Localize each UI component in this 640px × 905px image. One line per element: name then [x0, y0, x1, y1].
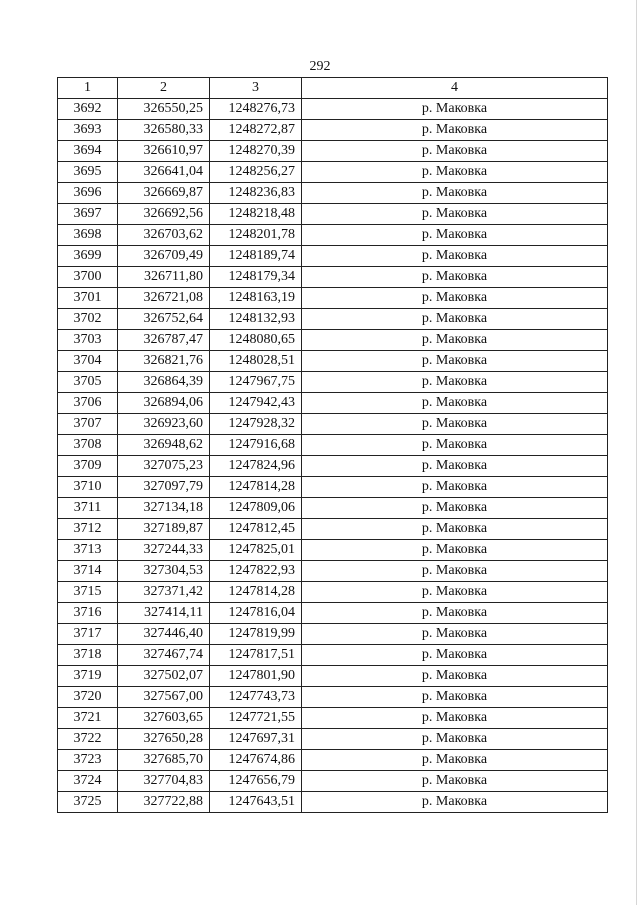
- y-coordinate-cell: 1248272,87: [210, 120, 302, 141]
- x-coordinate-cell: 327567,00: [118, 687, 210, 708]
- table-row: [58, 120, 608, 141]
- description-cell: р. Маковка: [302, 477, 608, 498]
- header-col-3: 3: [210, 78, 302, 99]
- table-row: [58, 687, 608, 708]
- x-coordinate-cell: 327097,79: [118, 477, 210, 498]
- table-row: [58, 414, 608, 435]
- table-row: [58, 645, 608, 666]
- y-coordinate-cell: 1248189,74: [210, 246, 302, 267]
- x-coordinate-cell: 326669,87: [118, 183, 210, 204]
- x-coordinate-cell: 326711,80: [118, 267, 210, 288]
- point-number-cell: 3702: [58, 309, 118, 330]
- point-number-cell: 3694: [58, 141, 118, 162]
- description-cell: р. Маковка: [302, 561, 608, 582]
- point-number-cell: 3693: [58, 120, 118, 141]
- y-coordinate-cell: 1247697,31: [210, 729, 302, 750]
- x-coordinate-cell: 327704,83: [118, 771, 210, 792]
- point-number-cell: 3697: [58, 204, 118, 225]
- point-number-cell: 3709: [58, 456, 118, 477]
- description-cell: р. Маковка: [302, 792, 608, 813]
- table-body: [58, 99, 608, 813]
- table-row: [58, 624, 608, 645]
- y-coordinate-cell: 1247643,51: [210, 792, 302, 813]
- x-coordinate-cell: 327075,23: [118, 456, 210, 477]
- description-cell: р. Маковка: [302, 330, 608, 351]
- x-coordinate-cell: 326894,06: [118, 393, 210, 414]
- point-number-cell: 3701: [58, 288, 118, 309]
- description-cell: р. Маковка: [302, 309, 608, 330]
- coordinates-table: [57, 77, 608, 813]
- x-coordinate-cell: 327502,07: [118, 666, 210, 687]
- x-coordinate-cell: 326580,33: [118, 120, 210, 141]
- table-row: [58, 456, 608, 477]
- point-number-cell: 3714: [58, 561, 118, 582]
- page-number: 292: [309, 59, 331, 74]
- y-coordinate-cell: 1247916,68: [210, 435, 302, 456]
- y-coordinate-cell: 1247721,55: [210, 708, 302, 729]
- point-number-cell: 3705: [58, 372, 118, 393]
- point-number-cell: 3704: [58, 351, 118, 372]
- point-number-cell: 3723: [58, 750, 118, 771]
- description-cell: р. Маковка: [302, 666, 608, 687]
- description-cell: р. Маковка: [302, 99, 608, 120]
- description-cell: р. Маковка: [302, 771, 608, 792]
- x-coordinate-cell: 326923,60: [118, 414, 210, 435]
- table-row: [58, 666, 608, 687]
- scan-edge-line: [636, 0, 637, 905]
- y-coordinate-cell: 1247928,32: [210, 414, 302, 435]
- y-coordinate-cell: 1248236,83: [210, 183, 302, 204]
- x-coordinate-cell: 326821,76: [118, 351, 210, 372]
- table-row: [58, 246, 608, 267]
- point-number-cell: 3725: [58, 792, 118, 813]
- description-cell: р. Маковка: [302, 246, 608, 267]
- description-cell: р. Маковка: [302, 141, 608, 162]
- x-coordinate-cell: 327446,40: [118, 624, 210, 645]
- y-coordinate-cell: 1248256,27: [210, 162, 302, 183]
- description-cell: р. Маковка: [302, 582, 608, 603]
- description-cell: р. Маковка: [302, 372, 608, 393]
- description-cell: р. Маковка: [302, 162, 608, 183]
- y-coordinate-cell: 1248201,78: [210, 225, 302, 246]
- point-number-cell: 3699: [58, 246, 118, 267]
- x-coordinate-cell: 327603,65: [118, 708, 210, 729]
- point-number-cell: 3720: [58, 687, 118, 708]
- table-row: [58, 519, 608, 540]
- point-number-cell: 3695: [58, 162, 118, 183]
- point-number-cell: 3698: [58, 225, 118, 246]
- description-cell: р. Маковка: [302, 624, 608, 645]
- table-row: [58, 582, 608, 603]
- x-coordinate-cell: 327650,28: [118, 729, 210, 750]
- table-row: [58, 288, 608, 309]
- x-coordinate-cell: 327304,53: [118, 561, 210, 582]
- point-number-cell: 3711: [58, 498, 118, 519]
- y-coordinate-cell: 1247816,04: [210, 603, 302, 624]
- header-col-2: 2: [118, 78, 210, 99]
- table-row: [58, 351, 608, 372]
- table-row: [58, 393, 608, 414]
- description-cell: р. Маковка: [302, 267, 608, 288]
- x-coordinate-cell: 327467,74: [118, 645, 210, 666]
- y-coordinate-cell: 1247801,90: [210, 666, 302, 687]
- point-number-cell: 3717: [58, 624, 118, 645]
- header-row: [58, 78, 608, 99]
- description-cell: р. Маковка: [302, 351, 608, 372]
- x-coordinate-cell: 326692,56: [118, 204, 210, 225]
- point-number-cell: 3715: [58, 582, 118, 603]
- point-number-cell: 3707: [58, 414, 118, 435]
- table-row: [58, 330, 608, 351]
- x-coordinate-cell: 327371,42: [118, 582, 210, 603]
- table-row: [58, 99, 608, 120]
- table-row: [58, 750, 608, 771]
- y-coordinate-cell: 1247814,28: [210, 582, 302, 603]
- header-col-4: 4: [302, 78, 608, 99]
- description-cell: р. Маковка: [302, 414, 608, 435]
- point-number-cell: 3713: [58, 540, 118, 561]
- point-number-cell: 3718: [58, 645, 118, 666]
- y-coordinate-cell: 1248179,34: [210, 267, 302, 288]
- table-row: [58, 267, 608, 288]
- y-coordinate-cell: 1247674,86: [210, 750, 302, 771]
- y-coordinate-cell: 1247656,79: [210, 771, 302, 792]
- y-coordinate-cell: 1248218,48: [210, 204, 302, 225]
- x-coordinate-cell: 326610,97: [118, 141, 210, 162]
- table-row: [58, 162, 608, 183]
- table-row: [58, 540, 608, 561]
- table-row: [58, 729, 608, 750]
- point-number-cell: 3722: [58, 729, 118, 750]
- y-coordinate-cell: 1247814,28: [210, 477, 302, 498]
- point-number-cell: 3712: [58, 519, 118, 540]
- y-coordinate-cell: 1248276,73: [210, 99, 302, 120]
- description-cell: р. Маковка: [302, 456, 608, 477]
- description-cell: р. Маковка: [302, 519, 608, 540]
- y-coordinate-cell: 1247743,73: [210, 687, 302, 708]
- table-row: [58, 477, 608, 498]
- description-cell: р. Маковка: [302, 708, 608, 729]
- x-coordinate-cell: 326787,47: [118, 330, 210, 351]
- y-coordinate-cell: 1248028,51: [210, 351, 302, 372]
- x-coordinate-cell: 326864,39: [118, 372, 210, 393]
- description-cell: р. Маковка: [302, 225, 608, 246]
- y-coordinate-cell: 1247824,96: [210, 456, 302, 477]
- table-row: [58, 498, 608, 519]
- description-cell: р. Маковка: [302, 120, 608, 141]
- y-coordinate-cell: 1248270,39: [210, 141, 302, 162]
- table-row: [58, 225, 608, 246]
- y-coordinate-cell: 1247809,06: [210, 498, 302, 519]
- table-row: [58, 708, 608, 729]
- description-cell: р. Маковка: [302, 603, 608, 624]
- description-cell: р. Маковка: [302, 183, 608, 204]
- point-number-cell: 3703: [58, 330, 118, 351]
- point-number-cell: 3700: [58, 267, 118, 288]
- point-number-cell: 3721: [58, 708, 118, 729]
- x-coordinate-cell: 326641,04: [118, 162, 210, 183]
- x-coordinate-cell: 327244,33: [118, 540, 210, 561]
- x-coordinate-cell: 327685,70: [118, 750, 210, 771]
- point-number-cell: 3706: [58, 393, 118, 414]
- table-row: [58, 372, 608, 393]
- y-coordinate-cell: 1248132,93: [210, 309, 302, 330]
- y-coordinate-cell: 1248080,65: [210, 330, 302, 351]
- description-cell: р. Маковка: [302, 540, 608, 561]
- description-cell: р. Маковка: [302, 729, 608, 750]
- y-coordinate-cell: 1247822,93: [210, 561, 302, 582]
- point-number-cell: 3708: [58, 435, 118, 456]
- description-cell: р. Маковка: [302, 750, 608, 771]
- point-number-cell: 3692: [58, 99, 118, 120]
- x-coordinate-cell: 326752,64: [118, 309, 210, 330]
- x-coordinate-cell: 326550,25: [118, 99, 210, 120]
- point-number-cell: 3719: [58, 666, 118, 687]
- table-row: [58, 603, 608, 624]
- description-cell: р. Маковка: [302, 204, 608, 225]
- description-cell: р. Маковка: [302, 498, 608, 519]
- description-cell: р. Маковка: [302, 435, 608, 456]
- y-coordinate-cell: 1247817,51: [210, 645, 302, 666]
- description-cell: р. Маковка: [302, 288, 608, 309]
- x-coordinate-cell: 327189,87: [118, 519, 210, 540]
- point-number-cell: 3710: [58, 477, 118, 498]
- table-row: [58, 141, 608, 162]
- header-col-1: 1: [58, 78, 118, 99]
- x-coordinate-cell: 327414,11: [118, 603, 210, 624]
- table-row: [58, 771, 608, 792]
- y-coordinate-cell: 1247942,43: [210, 393, 302, 414]
- point-number-cell: 3716: [58, 603, 118, 624]
- table-row: [58, 435, 608, 456]
- table-header: [58, 78, 608, 99]
- point-number-cell: 3724: [58, 771, 118, 792]
- description-cell: р. Маковка: [302, 687, 608, 708]
- point-number-cell: 3696: [58, 183, 118, 204]
- x-coordinate-cell: 327134,18: [118, 498, 210, 519]
- x-coordinate-cell: 326703,62: [118, 225, 210, 246]
- x-coordinate-cell: 326721,08: [118, 288, 210, 309]
- table-row: [58, 309, 608, 330]
- x-coordinate-cell: 327722,88: [118, 792, 210, 813]
- description-cell: р. Маковка: [302, 645, 608, 666]
- y-coordinate-cell: 1248163,19: [210, 288, 302, 309]
- y-coordinate-cell: 1247819,99: [210, 624, 302, 645]
- x-coordinate-cell: 326709,49: [118, 246, 210, 267]
- y-coordinate-cell: 1247825,01: [210, 540, 302, 561]
- table-row: [58, 183, 608, 204]
- x-coordinate-cell: 326948,62: [118, 435, 210, 456]
- y-coordinate-cell: 1247812,45: [210, 519, 302, 540]
- description-cell: р. Маковка: [302, 393, 608, 414]
- table-row: [58, 561, 608, 582]
- table-row: [58, 792, 608, 813]
- table-row: [58, 204, 608, 225]
- y-coordinate-cell: 1247967,75: [210, 372, 302, 393]
